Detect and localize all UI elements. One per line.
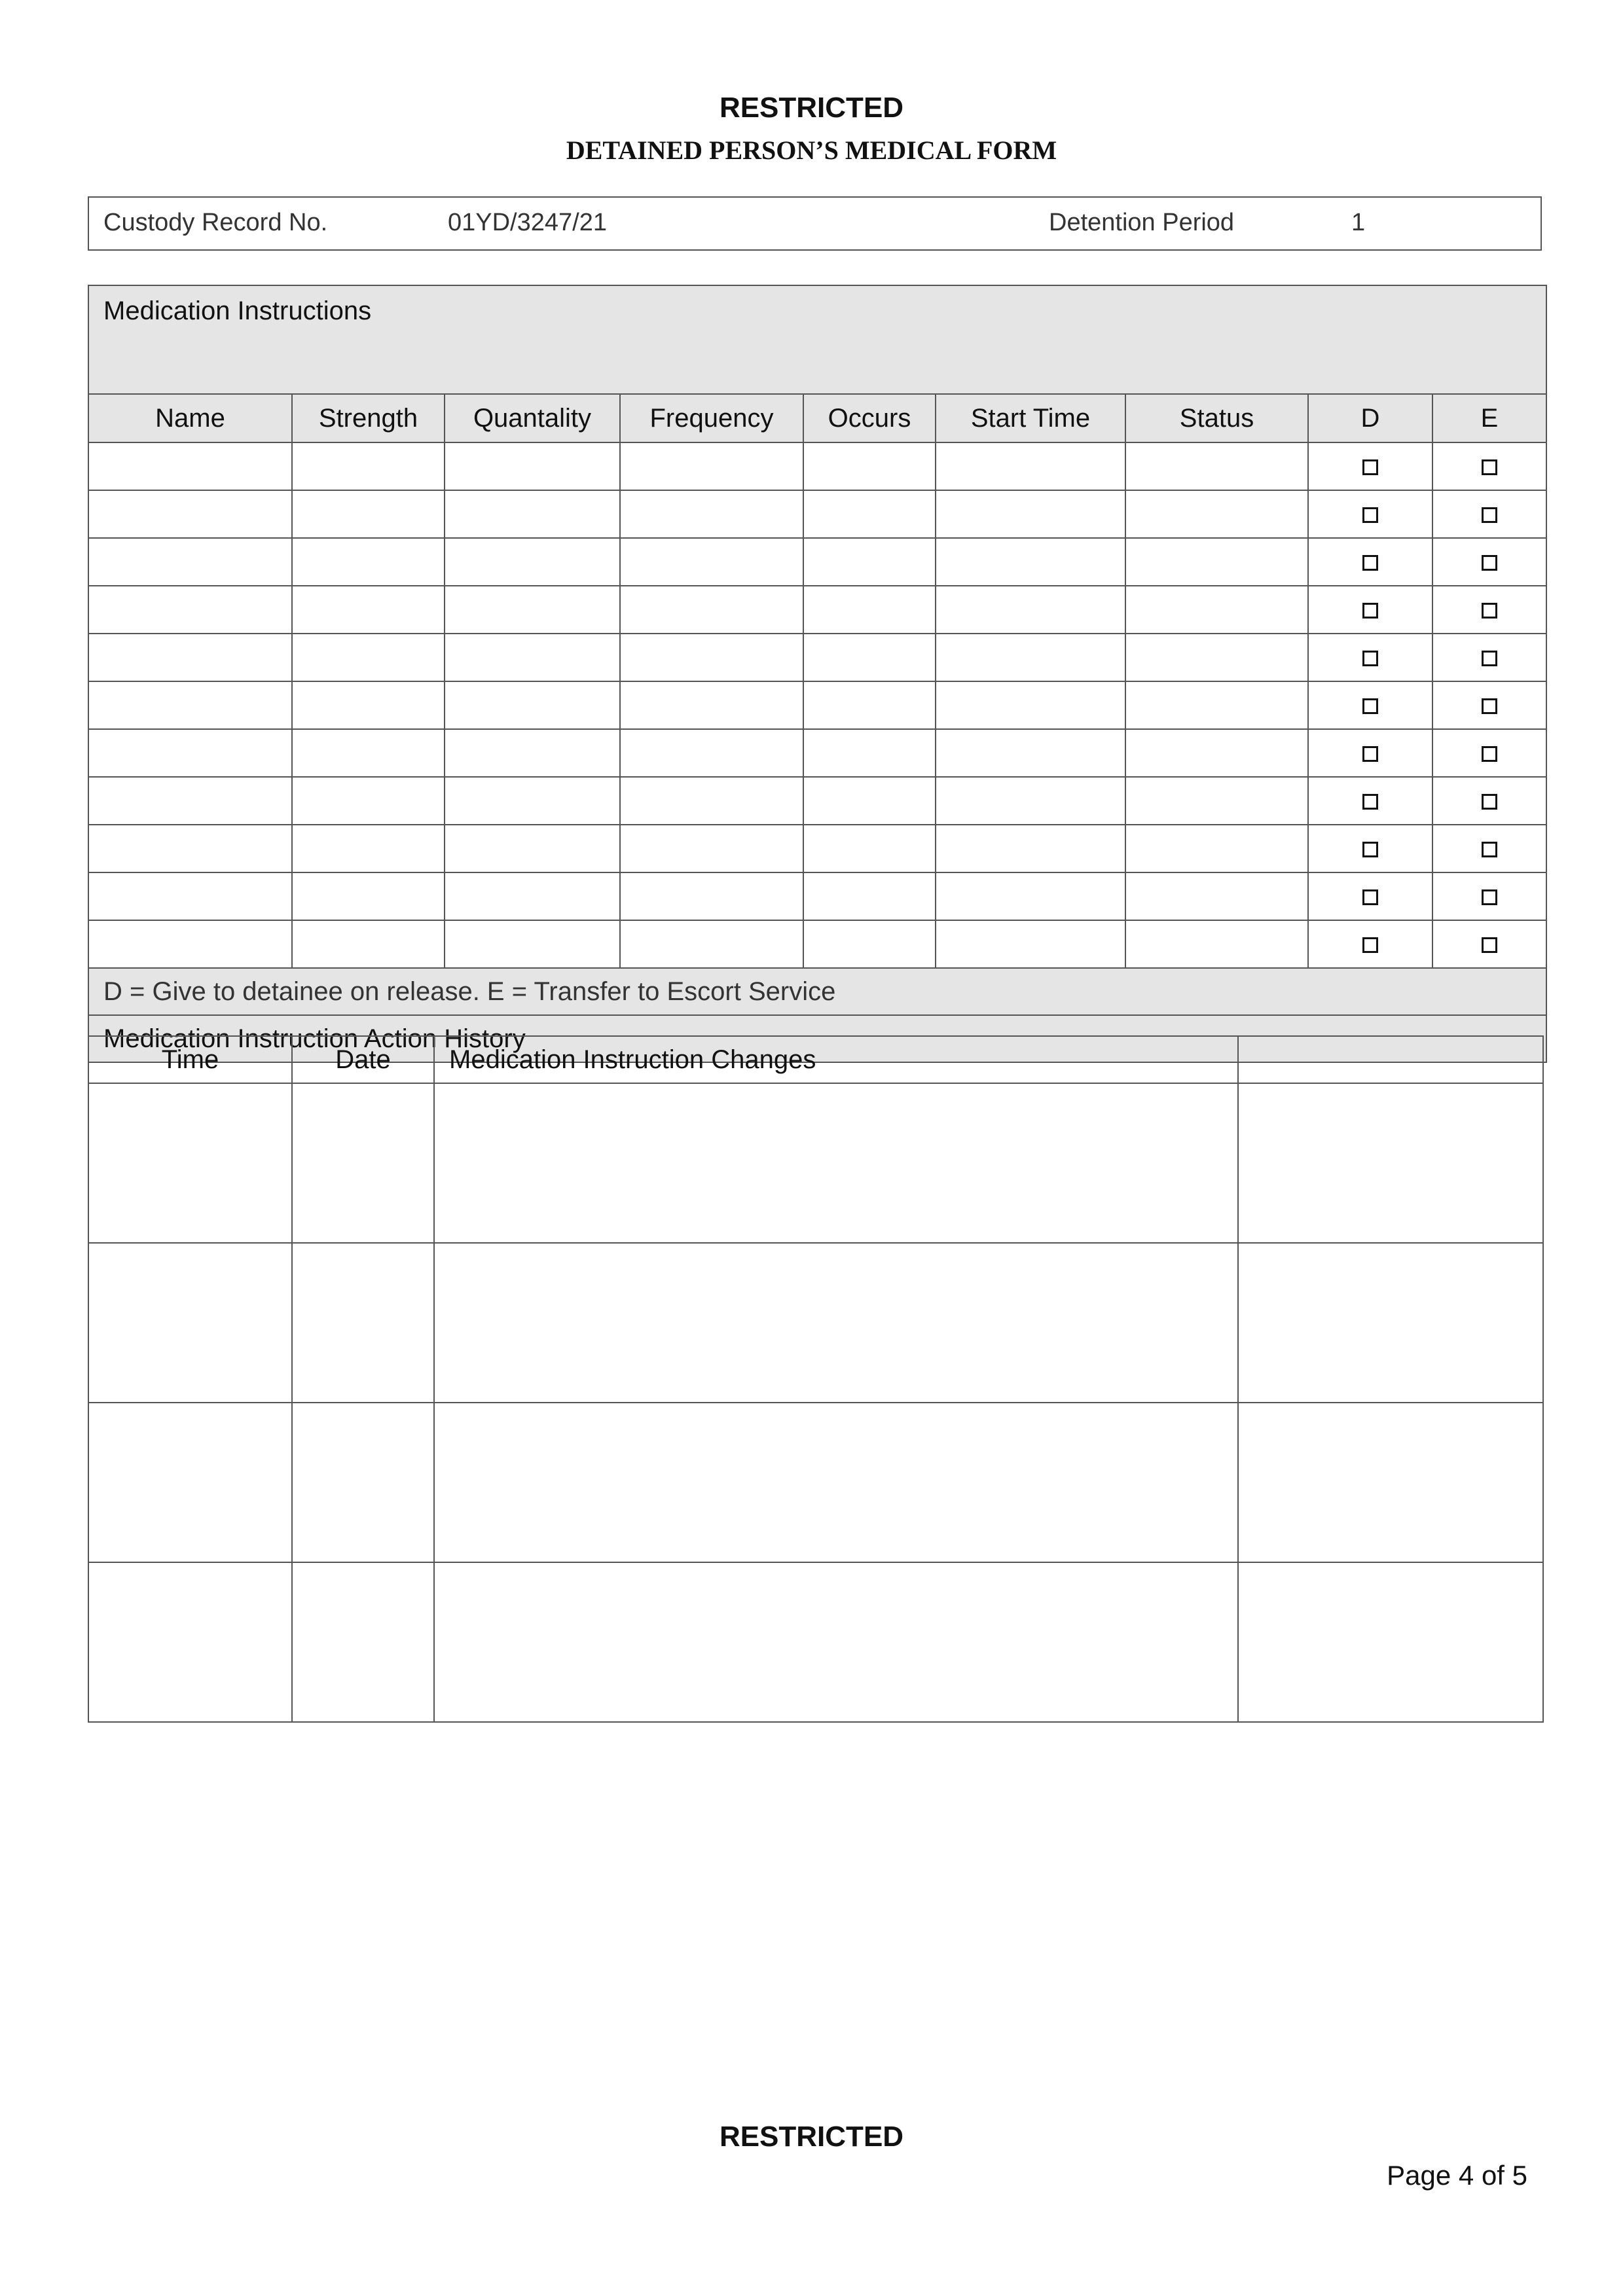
checkbox-d[interactable] xyxy=(1362,889,1378,905)
medication-cell[interactable] xyxy=(445,442,620,490)
medication-cell[interactable] xyxy=(445,538,620,586)
checkbox-cell-d xyxy=(1308,729,1432,777)
medication-cell[interactable] xyxy=(88,872,292,920)
medication-row xyxy=(88,586,1546,634)
medication-cell[interactable] xyxy=(445,920,620,968)
checkbox-cell-d xyxy=(1308,681,1432,729)
medication-cell[interactable] xyxy=(88,634,292,681)
medication-cell[interactable] xyxy=(292,634,445,681)
medication-row xyxy=(88,490,1546,538)
history-cell[interactable] xyxy=(88,1243,292,1403)
checkbox-d[interactable] xyxy=(1362,603,1378,619)
medication-cell[interactable] xyxy=(803,538,936,586)
checkbox-e[interactable] xyxy=(1482,555,1497,571)
history-header-time: Time xyxy=(88,1036,292,1083)
medication-cell[interactable] xyxy=(936,634,1125,681)
medication-cell[interactable] xyxy=(1125,586,1308,634)
medication-cell[interactable] xyxy=(445,825,620,872)
column-header-status: Status xyxy=(1125,394,1308,442)
medication-row xyxy=(88,442,1546,490)
history-cell[interactable] xyxy=(1238,1083,1543,1243)
checkbox-d[interactable] xyxy=(1362,937,1378,953)
medication-cell[interactable] xyxy=(936,490,1125,538)
checkbox-d[interactable] xyxy=(1362,459,1378,475)
checkbox-cell-e xyxy=(1432,777,1546,825)
medication-cell[interactable] xyxy=(803,586,936,634)
history-cell[interactable] xyxy=(292,1562,434,1722)
checkbox-cell-e xyxy=(1432,729,1546,777)
medication-cell[interactable] xyxy=(803,490,936,538)
column-header-start-time: Start Time xyxy=(936,394,1125,442)
medication-cell[interactable] xyxy=(803,681,936,729)
medication-cell[interactable] xyxy=(803,634,936,681)
checkbox-e[interactable] xyxy=(1482,794,1497,810)
medication-cell[interactable] xyxy=(88,490,292,538)
medication-cell[interactable] xyxy=(88,681,292,729)
medication-cell[interactable] xyxy=(803,825,936,872)
de-legend: D = Give to detainee on release. E = Transfer to Escort Service xyxy=(88,968,1546,1015)
history-row xyxy=(88,1083,1543,1243)
medication-cell[interactable] xyxy=(936,442,1125,490)
checkbox-cell-d xyxy=(1308,538,1432,586)
column-header-e: E xyxy=(1432,394,1546,442)
history-cell[interactable] xyxy=(434,1083,1238,1243)
medication-cell[interactable] xyxy=(1125,777,1308,825)
medication-row xyxy=(88,920,1546,968)
custody-record-box xyxy=(88,196,1542,251)
checkbox-e[interactable] xyxy=(1482,889,1497,905)
medication-cell[interactable] xyxy=(292,825,445,872)
medication-cell[interactable] xyxy=(936,920,1125,968)
custody-record-value: 01YD/3247/21 xyxy=(448,209,607,236)
checkbox-e[interactable] xyxy=(1482,603,1497,619)
classification-header: RESTRICTED xyxy=(719,92,904,124)
checkbox-cell-d xyxy=(1308,825,1432,872)
medication-cell[interactable] xyxy=(620,920,803,968)
checkbox-d[interactable] xyxy=(1362,555,1378,571)
medication-cell[interactable] xyxy=(88,586,292,634)
checkbox-cell-e xyxy=(1432,920,1546,968)
medication-instructions-table xyxy=(88,285,1547,1063)
medication-cell[interactable] xyxy=(936,538,1125,586)
medication-cell[interactable] xyxy=(292,920,445,968)
medication-cell[interactable] xyxy=(1125,634,1308,681)
history-cell[interactable] xyxy=(292,1083,434,1243)
checkbox-cell-e xyxy=(1432,872,1546,920)
medication-cell[interactable] xyxy=(88,442,292,490)
history-cell[interactable] xyxy=(292,1403,434,1562)
medication-cell[interactable] xyxy=(620,538,803,586)
medication-cell[interactable] xyxy=(88,729,292,777)
medication-cell[interactable] xyxy=(445,490,620,538)
history-row xyxy=(88,1562,1543,1722)
checkbox-e[interactable] xyxy=(1482,746,1497,762)
medication-cell[interactable] xyxy=(445,777,620,825)
history-row xyxy=(88,1403,1543,1562)
column-header-strength: Strength xyxy=(292,394,445,442)
medication-cell[interactable] xyxy=(88,538,292,586)
checkbox-cell-d xyxy=(1308,777,1432,825)
column-header-frequency: Frequency xyxy=(620,394,803,442)
medication-cell[interactable] xyxy=(620,872,803,920)
column-header-d: D xyxy=(1308,394,1432,442)
medication-row xyxy=(88,825,1546,872)
checkbox-d[interactable] xyxy=(1362,507,1378,523)
medication-cell[interactable] xyxy=(1125,825,1308,872)
checkbox-cell-d xyxy=(1308,920,1432,968)
checkbox-e[interactable] xyxy=(1482,651,1497,666)
medication-cell[interactable] xyxy=(292,681,445,729)
medication-cell[interactable] xyxy=(445,634,620,681)
medication-cell[interactable] xyxy=(1125,681,1308,729)
history-cell[interactable] xyxy=(434,1403,1238,1562)
medication-cell[interactable] xyxy=(620,729,803,777)
medication-cell[interactable] xyxy=(620,825,803,872)
medication-cell[interactable] xyxy=(1125,490,1308,538)
medication-cell[interactable] xyxy=(803,777,936,825)
checkbox-cell-e xyxy=(1432,586,1546,634)
history-cell[interactable] xyxy=(1238,1243,1543,1403)
medication-cell[interactable] xyxy=(292,729,445,777)
history-cell[interactable] xyxy=(434,1562,1238,1722)
column-header-occurs: Occurs xyxy=(803,394,936,442)
detention-period-value: 1 xyxy=(1351,209,1366,236)
medication-cell[interactable] xyxy=(620,442,803,490)
action-history-table xyxy=(88,1035,1544,1723)
checkbox-e[interactable] xyxy=(1482,507,1497,523)
history-cell[interactable] xyxy=(88,1562,292,1722)
medication-cell[interactable] xyxy=(620,777,803,825)
checkbox-cell-e xyxy=(1432,490,1546,538)
medication-cell[interactable] xyxy=(292,872,445,920)
classification-footer: RESTRICTED xyxy=(719,2121,904,2153)
medication-cell[interactable] xyxy=(620,681,803,729)
medication-cell[interactable] xyxy=(803,729,936,777)
medication-cell[interactable] xyxy=(1125,729,1308,777)
medication-cell[interactable] xyxy=(88,777,292,825)
history-cell[interactable] xyxy=(292,1243,434,1403)
history-cell[interactable] xyxy=(1238,1562,1543,1722)
medication-cell[interactable] xyxy=(292,777,445,825)
history-header-blank xyxy=(1238,1036,1543,1083)
history-header-date: Date xyxy=(292,1036,434,1083)
medication-row xyxy=(88,634,1546,681)
checkbox-cell-d xyxy=(1308,586,1432,634)
medication-cell[interactable] xyxy=(1125,920,1308,968)
checkbox-d[interactable] xyxy=(1362,746,1378,762)
checkbox-cell-e xyxy=(1432,634,1546,681)
detention-period-label: Detention Period xyxy=(1049,209,1235,236)
checkbox-e[interactable] xyxy=(1482,937,1497,953)
medication-cell[interactable] xyxy=(936,872,1125,920)
medication-cell[interactable] xyxy=(445,681,620,729)
medication-row xyxy=(88,777,1546,825)
medication-cell[interactable] xyxy=(1125,872,1308,920)
medication-cell[interactable] xyxy=(445,729,620,777)
medication-cell[interactable] xyxy=(936,825,1125,872)
medication-instructions-title: Medication Instructions xyxy=(88,285,1546,394)
column-header-quantality: Quantality xyxy=(445,394,620,442)
checkbox-d[interactable] xyxy=(1362,842,1378,857)
page-number: Page 4 of 5 xyxy=(1387,2160,1527,2191)
history-row xyxy=(88,1243,1543,1403)
medication-cell[interactable] xyxy=(445,872,620,920)
checkbox-cell-d xyxy=(1308,872,1432,920)
medication-row xyxy=(88,681,1546,729)
medication-cell[interactable] xyxy=(292,538,445,586)
history-cell[interactable] xyxy=(88,1403,292,1562)
medication-cell[interactable] xyxy=(88,825,292,872)
medication-cell[interactable] xyxy=(803,872,936,920)
medication-row xyxy=(88,729,1546,777)
medication-cell[interactable] xyxy=(936,729,1125,777)
medication-cell[interactable] xyxy=(936,681,1125,729)
medication-cell[interactable] xyxy=(1125,442,1308,490)
medication-cell[interactable] xyxy=(803,442,936,490)
checkbox-cell-d xyxy=(1308,634,1432,681)
medication-cell[interactable] xyxy=(936,586,1125,634)
checkbox-cell-e xyxy=(1432,538,1546,586)
checkbox-d[interactable] xyxy=(1362,698,1378,714)
medication-cell[interactable] xyxy=(803,920,936,968)
form-title: DETAINED PERSON’S MEDICAL FORM xyxy=(566,135,1057,165)
medication-cell[interactable] xyxy=(292,490,445,538)
medication-cell[interactable] xyxy=(620,490,803,538)
column-header-name: Name xyxy=(88,394,292,442)
medication-cell[interactable] xyxy=(445,586,620,634)
medication-cell[interactable] xyxy=(292,586,445,634)
checkbox-d[interactable] xyxy=(1362,651,1378,666)
medication-row xyxy=(88,872,1546,920)
custody-record-label: Custody Record No. xyxy=(103,209,328,236)
medication-cell[interactable] xyxy=(88,920,292,968)
medication-cell[interactable] xyxy=(620,586,803,634)
checkbox-cell-e xyxy=(1432,825,1546,872)
history-cell[interactable] xyxy=(434,1243,1238,1403)
checkbox-e[interactable] xyxy=(1482,698,1497,714)
action-history-title: Medication Instruction Action History xyxy=(88,1015,1546,1062)
checkbox-e[interactable] xyxy=(1482,459,1497,475)
checkbox-cell-d xyxy=(1308,490,1432,538)
checkbox-cell-e xyxy=(1432,681,1546,729)
medication-cell[interactable] xyxy=(292,442,445,490)
history-cell[interactable] xyxy=(88,1083,292,1243)
medication-cell[interactable] xyxy=(620,634,803,681)
medication-cell[interactable] xyxy=(1125,538,1308,586)
checkbox-e[interactable] xyxy=(1482,842,1497,857)
history-cell[interactable] xyxy=(1238,1403,1543,1562)
medication-cell[interactable] xyxy=(936,777,1125,825)
checkbox-d[interactable] xyxy=(1362,794,1378,810)
checkbox-cell-d xyxy=(1308,442,1432,490)
medication-row xyxy=(88,538,1546,586)
checkbox-cell-e xyxy=(1432,442,1546,490)
history-header-changes: Medication Instruction Changes xyxy=(434,1036,1238,1083)
